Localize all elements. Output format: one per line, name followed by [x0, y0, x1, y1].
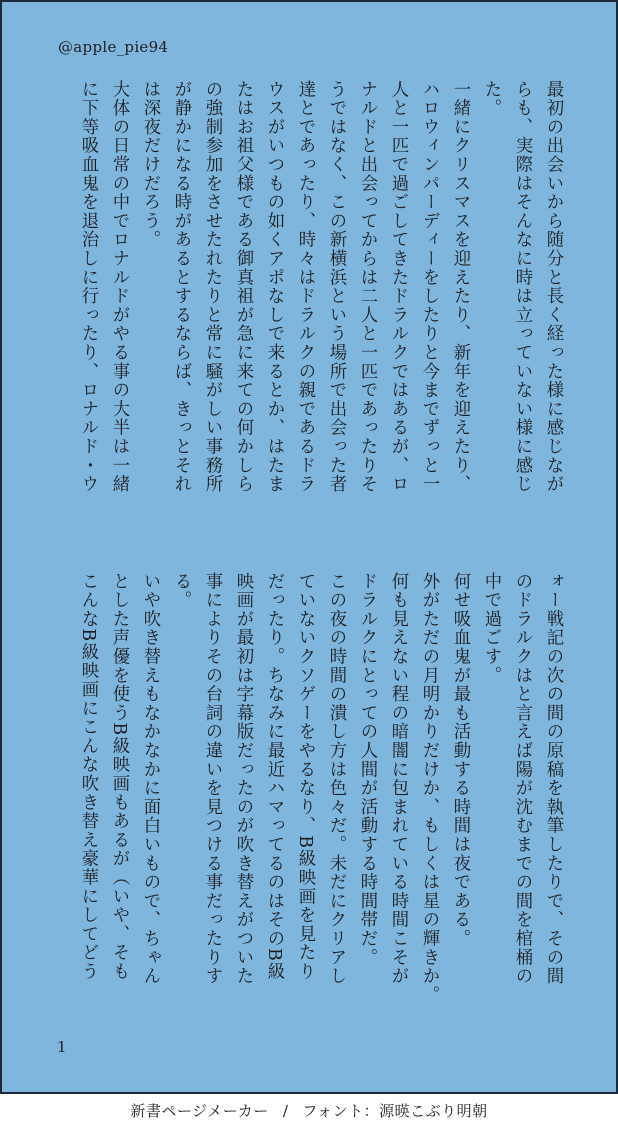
text-line: が静かになる時があるとするならば、きっとそれ — [171, 80, 191, 494]
text-line: た。 — [481, 80, 501, 118]
text-line: 何も見えない程の暗闇に包まれている時間こそが — [388, 572, 408, 986]
text-line: うではなく、この新横浜という場所で出会った者 — [326, 80, 346, 494]
text-line: ていないクソゲーをやるなり、B級映画を見たり — [295, 572, 315, 981]
text-line: 人と一匹で過ごしてきたドラルクではあるが、ロ — [388, 80, 408, 494]
text-line: 中で過ごす。 — [481, 572, 501, 685]
footer-credit — [0, 1100, 618, 1121]
text-line: ナルドと出会ってからは二人と一匹であったりそ — [357, 80, 377, 494]
footer-separator: / — [282, 1102, 289, 1120]
text-line: のドラルクはと言えば陽が沈むまでの間を棺桶の — [512, 572, 532, 986]
text-line: 大体の日常の中でロナルドがやる事の大半は一緒 — [109, 80, 129, 494]
text-line: とした声優を使うB級映画もあるが（いや、そも — [109, 572, 129, 981]
text-line: いや吹き替えもなかなかに面白いもので、ちゃん — [140, 572, 160, 986]
text-line: 達とであったり、時々はドラルクの親であるドラ — [295, 80, 315, 494]
text-line: 一緒にクリスマスを迎えたり、新年を迎えたり、 — [450, 80, 470, 494]
text-line: の強制参加をさせたれたりと常に騒がしい事務所 — [202, 80, 222, 494]
footer-tool-name: 新書ページメーカー — [130, 1102, 269, 1120]
account-handle: @apple_pie94 — [58, 38, 169, 56]
text-line: ウスがいつもの如くアポなしで来るとか、はたま — [264, 80, 284, 494]
text-line: る。 — [171, 572, 191, 610]
text-line: ハロウィンパーディーをしたりと今までずっと一 — [419, 80, 439, 494]
text-block-bottom — [48, 572, 568, 1032]
text-line: 事によりその台詞の違いを見つける事だったりす — [202, 572, 222, 986]
text-line: 何せ吸血鬼が最も活動する時間は夜である。 — [450, 572, 470, 948]
text-block-top — [48, 80, 568, 540]
text-line: に下等吸血鬼を退治しに行ったり、ロナルド・ウ — [78, 80, 98, 494]
text-line: らも、実際はそんなに時は立っていない様に感じ — [512, 80, 532, 494]
text-line: ドラルクにとっての人間が活動する時間帯だ。 — [357, 572, 377, 967]
text-line: 外がただの月明かりだけか、もしくは星の輝きか。 — [419, 572, 439, 1005]
text-line: こんなB級映画にこんな吹き替え豪華にしてどう — [78, 572, 98, 981]
footer-font-credit: フォント：源暎こぶり明朝 — [302, 1102, 488, 1120]
page-number: 1 — [57, 1038, 67, 1056]
text-line: は深夜だけだろう。 — [140, 80, 160, 250]
text-line: この夜の時間の潰し方は色々だ。未だにクリアし — [326, 572, 346, 986]
text-line: 映画が最初は字幕版だったのが吹き替えがついた — [233, 572, 253, 986]
text-line: たはお祖父様である御真祖が急に来ての何かしら — [233, 80, 253, 494]
text-line: 最初の出会いから随分と長く経った様に感じなが — [543, 80, 563, 494]
text-line: ォー戦記の次の間の原稿を執筆したりで、その間 — [543, 572, 563, 986]
text-line: だったり。ちなみに最近ハマってるのはそのB級 — [264, 572, 284, 981]
